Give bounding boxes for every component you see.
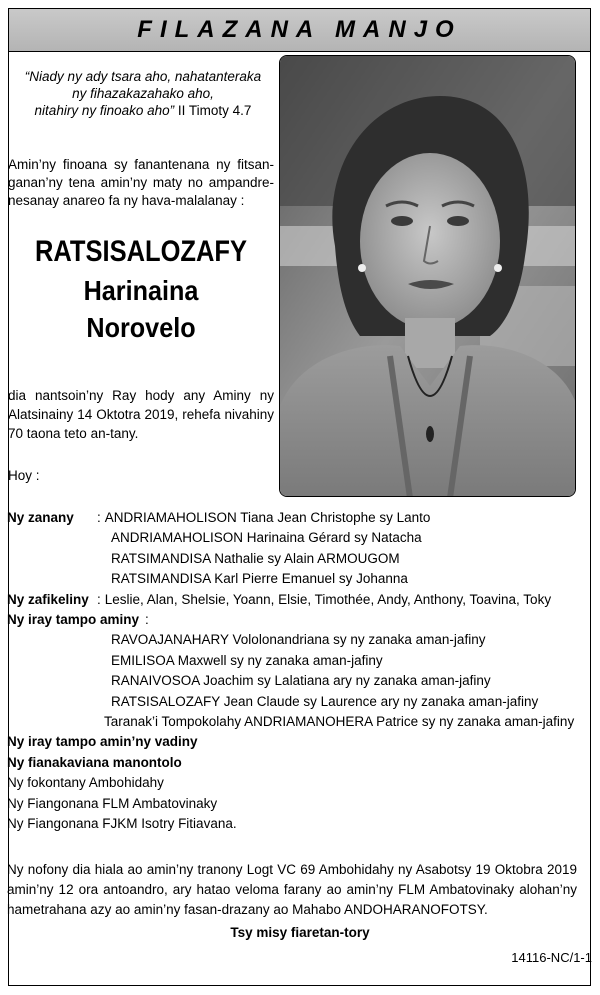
burial-notice: Ny nofony dia hiala ao amin’ny tranony Logt VC 69 Ambohidahy ny Asabotsy 19 Oktobra 2019 amin’ny 12 ora antoandro, ary hatao veloma farany ao amin’ny FLM Ambatovinaky alohan’ny hametrahana azy ao amin’ny fasan-drazany ao Mahabo ANDOHARANOFOTSY. bbox=[7, 862, 577, 917]
portrait-image bbox=[280, 56, 576, 497]
deceased-surname: RATSISALOZAFY bbox=[34, 235, 248, 268]
sibling-entry: RAVOAJANAHARY Vololonandriana sy ny zanaka aman-jafiny bbox=[111, 632, 486, 648]
child-entry: RATSIMANDISA Karl Pierre Emanuel sy Johanna bbox=[111, 571, 408, 587]
other-entry: Ny Fiangonana FJKM Isotry Fitiavana. bbox=[7, 816, 237, 832]
quote-line-1: “Niady ny ady tsara aho, nahatanteraka bbox=[24, 69, 262, 84]
reference-code: 14116-NC/1-1 bbox=[511, 950, 592, 965]
hoy-label: Hoy : bbox=[8, 468, 40, 483]
child-entry: ANDRIAMAHOLISON Tiana Jean Christophe sy Lanto bbox=[104, 510, 431, 525]
quote-reference: II Timoty 4.7 bbox=[177, 103, 252, 118]
sibling-entry: RATSISALOZAFY Jean Claude sy Laurence ary ny zanaka aman-jafiny bbox=[111, 693, 539, 709]
closing-line: Tsy misy fiaretan-tory bbox=[230, 925, 370, 940]
quote-line-2: ny fihazakazahako aho, bbox=[72, 86, 214, 101]
death-notice: dia nantsoin’ny Ray hody any Aminy ny Alatsinainy 14 Oktotra 2019, rehefa nivahiny 70 taona teto an-tany. bbox=[8, 388, 274, 441]
deceased-name bbox=[8, 232, 274, 346]
quote-line-3: nitahiry ny finoako aho” bbox=[34, 103, 175, 118]
children-label: Ny zanany bbox=[7, 510, 74, 525]
sibling-entry: Taranak’i Tompokolahy ANDRIAMANOHERA Patrice sy ny zanaka aman-jafiny bbox=[104, 714, 575, 730]
colon: : bbox=[145, 612, 149, 628]
family-list bbox=[7, 508, 577, 835]
sibling-entry: RANAIVOSOA Joachim sy Lalatiana ary ny zanaka aman-jafiny bbox=[111, 673, 491, 689]
intro-text: Amin’ny finoana sy fanantenana ny fitsan-ganan’ny tena amin’ny maty no ampandre-nesanay anareo fa ny hava-malalanay : bbox=[8, 157, 274, 208]
spouse-siblings-label: Ny iray tampo amin’ny vadiny bbox=[7, 734, 198, 750]
other-entry: Ny Fiangonana FLM Ambatovinaky bbox=[7, 795, 218, 811]
grandchildren-list: Leslie, Alan, Shelsie, Yoann, Elsie, Timothée, Andy, Anthony, Toavina, Toky bbox=[104, 591, 552, 607]
colon: : bbox=[97, 591, 101, 607]
deceased-given-name-1: Harinaina bbox=[83, 275, 199, 306]
child-entry: ANDRIAMAHOLISON Harinaina Gérard sy Natacha bbox=[111, 530, 422, 546]
other-entry: Ny fokontany Ambohidahy bbox=[7, 775, 164, 791]
colon: : bbox=[97, 510, 101, 525]
sibling-entry: EMILISOA Maxwell sy ny zanaka aman-jafiny bbox=[111, 652, 383, 668]
portrait-photo bbox=[279, 55, 576, 497]
siblings-label: Ny iray tampo aminy bbox=[7, 612, 140, 628]
header-banner bbox=[9, 9, 590, 52]
child-entry: RATSIMANDISA Nathalie sy Alain ARMOUGOM bbox=[111, 550, 400, 566]
deceased-given-name-2: Norovelo bbox=[86, 312, 196, 343]
bible-quote bbox=[12, 68, 274, 119]
extended-family-label: Ny fianakaviana manontolo bbox=[7, 754, 182, 770]
grandchildren-label: Ny zafikeliny bbox=[7, 591, 89, 607]
header-title: FILAZANA MANJO bbox=[137, 16, 462, 43]
